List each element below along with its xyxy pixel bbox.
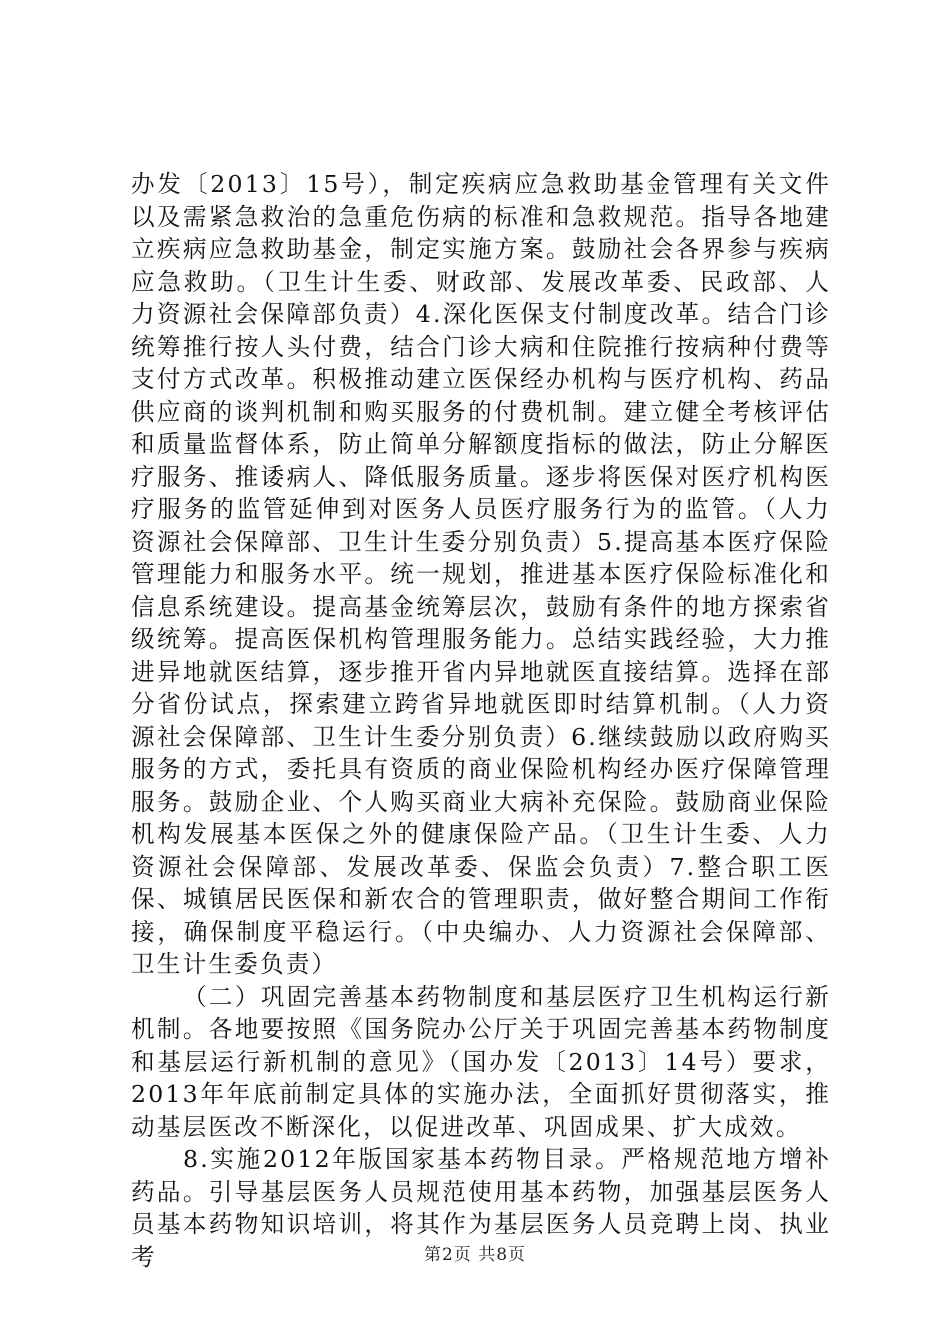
paragraph-3: 8.实施2012年版国家基本药物目录。严格规范地方增补药品。引导基层医务人员规范使用基本药物，加强基层医务人员基本药物知识培训，将其作为基层医务人员竞聘上岗、执业考 xyxy=(131,1145,831,1271)
document-body xyxy=(131,168,831,1273)
page-footer: 第2页 共8页 xyxy=(423,1245,527,1265)
paragraph-2: （二）巩固完善基本药物制度和基层医疗卫生机构运行新机制。各地要按照《国务院办公厅关于巩固完善基本药物制度和基层运行新机制的意见》（国办发〔2013〕14号）要求，2013年年底前制定具体的实施办法，全面抓好贯彻落实，推动基层医改不断深化，以促进改革、巩固成果、扩大成效。 xyxy=(131,982,831,1141)
paragraph-1: 办发〔2013〕15号），制定疾病应急救助基金管理有关文件以及需紧急救治的急重危伤病的标准和急救规范。指导各地建立疾病应急救助基金，制定实施方案。鼓励社会各界参与疾病应急救助。（卫生计生委、财政部、发展改革委、民政部、人力资源社会保障部负责）4.深化医保支付制度改革。结合门诊统筹推行按人头付费，结合门诊大病和住院推行按病种付费等支付方式改革。积极推动建立医保经办机构与医疗机构、药品供应商的谈判机制和购买服务的付费机制。建立健全考核评估和质量监督体系，防止简单分解额度指标的做法，防止分解医疗服务、推诿病人、降低服务质量。逐步将医保对医疗机构医疗服务的监管延伸到对医务人员医疗服务行为的监管。（人力资源社会保障部、卫生计生委分别负责）5.提高基本医疗保险管理能力和服务水平。统一规划，推进基本医疗保险标准化和信息系统建设。提高基金统筹层次，鼓励有条件的地方探索省级统筹。提高医保机构管理服务能力。总结实践经验，大力推进异地就医结算，逐步推开省内异地就医直接结算。选择在部分省份试点，探索建立跨省异地就医即时结算机制。（人力资源社会保障部、卫生计生委分别负责）6.继续鼓励以政府购买服务的方式，委托具有资质的商业保险机构经办医疗保障管理服务。鼓励企业、个人购买商业大病补充保险。鼓励商业保险机构发展基本医保之外的健康保险产品。（卫生计生委、人力资源社会保障部、发展改革委、保监会负责）7.整合职工医保、城镇居民医保和新农合的管理职责，做好整合期间工作衔接，确保制度平稳运行。（中央编办、人力资源社会保障部、卫生计生委负责） xyxy=(131,170,831,978)
